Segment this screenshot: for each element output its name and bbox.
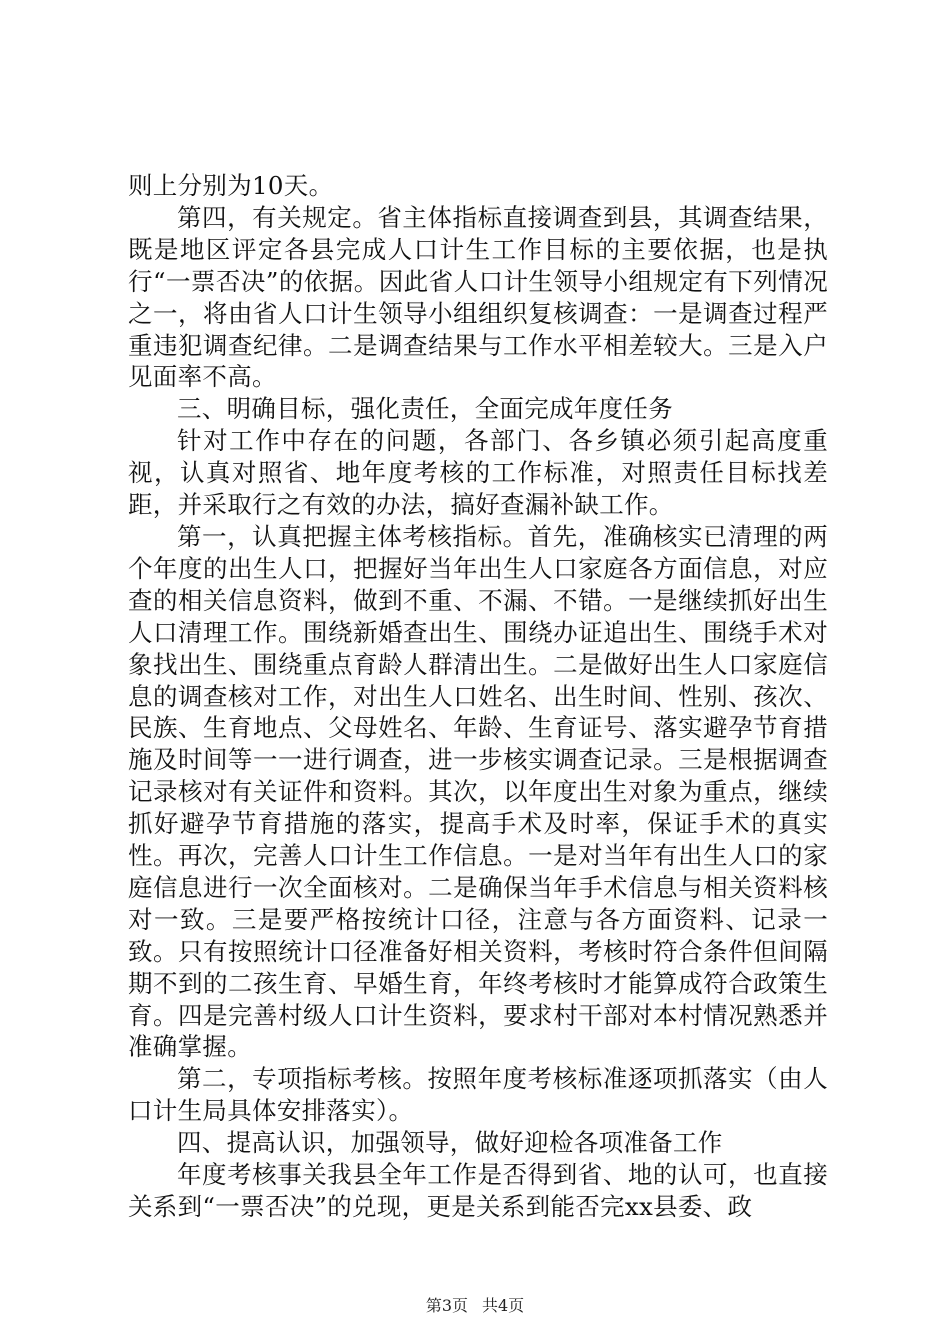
paragraph-problems: 针对工作中存在的问题，各部门、各乡镇必须引起高度重视，认真对照省、地年度考核的工作标准，对照责任目标找差距，并采取行之有效的办法，搞好查漏补缺工作。 <box>128 426 828 520</box>
page-total: 共4页 <box>482 1296 525 1315</box>
page-number: 第3页 <box>425 1296 468 1315</box>
document-body <box>128 170 828 1223</box>
paragraph-main-indicators: 第一，认真把握主体考核指标。首先，准确核实已清理的两个年度的出生人口，把握好当年出生人口家庭各方面信息，对应查的相关信息资料，做到不重、不漏、不错。一是继续抓好出生人口清理工作。围绕新婚查出生、围绕办证追出生、围绕手术对象找出生、围绕重点育龄人群清出生。二是做好出生人口家庭信息的调查核对工作，对出生人口姓名、出生时间、性别、孩次、民族、生育地点、父母姓名、年龄、生育证号、落实避孕节育措施及时间等一一进行调查，进一步核实调查记录。三是根据调查记录核对有关证件和资料。其次，以年度出生对象为重点，继续抓好避孕节育措施的落实，提高手术及时率，保证手术的真实性。再次，完善人口计生工作信息。一是对当年有出生人口的家庭信息进行一次全面核对。二是确保当年手术信息与相关资料核对一致。三是要严格按统计口径，注意与各方面资料、记录一致。只有按照统计口径准备好相关资料，考核时符合条件但间隔期不到的二孩生育、早婚生育，年终考核时才能算成符合政策生育。四是完善村级人口计生资料，要求村干部对本村情况熟悉并准确掌握。 <box>128 521 828 1062</box>
section-heading-4: 四、提高认识，加强领导，做好迎检各项准备工作 <box>177 1128 723 1158</box>
paragraph-special-indicators: 第二，专项指标考核。按照年度考核标准逐项抓落实（由人口计生局具体安排落实）。 <box>128 1064 828 1126</box>
paragraph-regulations: 第四，有关规定。省主体指标直接调查到县，其调查结果，既是地区评定各县完成人口计生工作目标的主要依据，也是执行“一票否决”的依据。因此省人口计生领导小组规定有下列情况之一，将由省人口计生领导小组组织复核调查：一是调查过程严重违犯调查纪律。二是调查结果与工作水平相差较大。三是入户见面率不高。 <box>128 202 828 392</box>
section-heading-3: 三、明确目标，强化责任，全面完成年度任务 <box>177 394 673 424</box>
paragraph-continuation: 则上分别为10天。 <box>128 171 334 200</box>
page-footer <box>0 1296 950 1316</box>
paragraph-annual-assessment: 年度考核事关我县全年工作是否得到省、地的认可，也直接关系到“一票否决”的兑现，更是关系到能否完xx县委、政 <box>128 1160 828 1221</box>
